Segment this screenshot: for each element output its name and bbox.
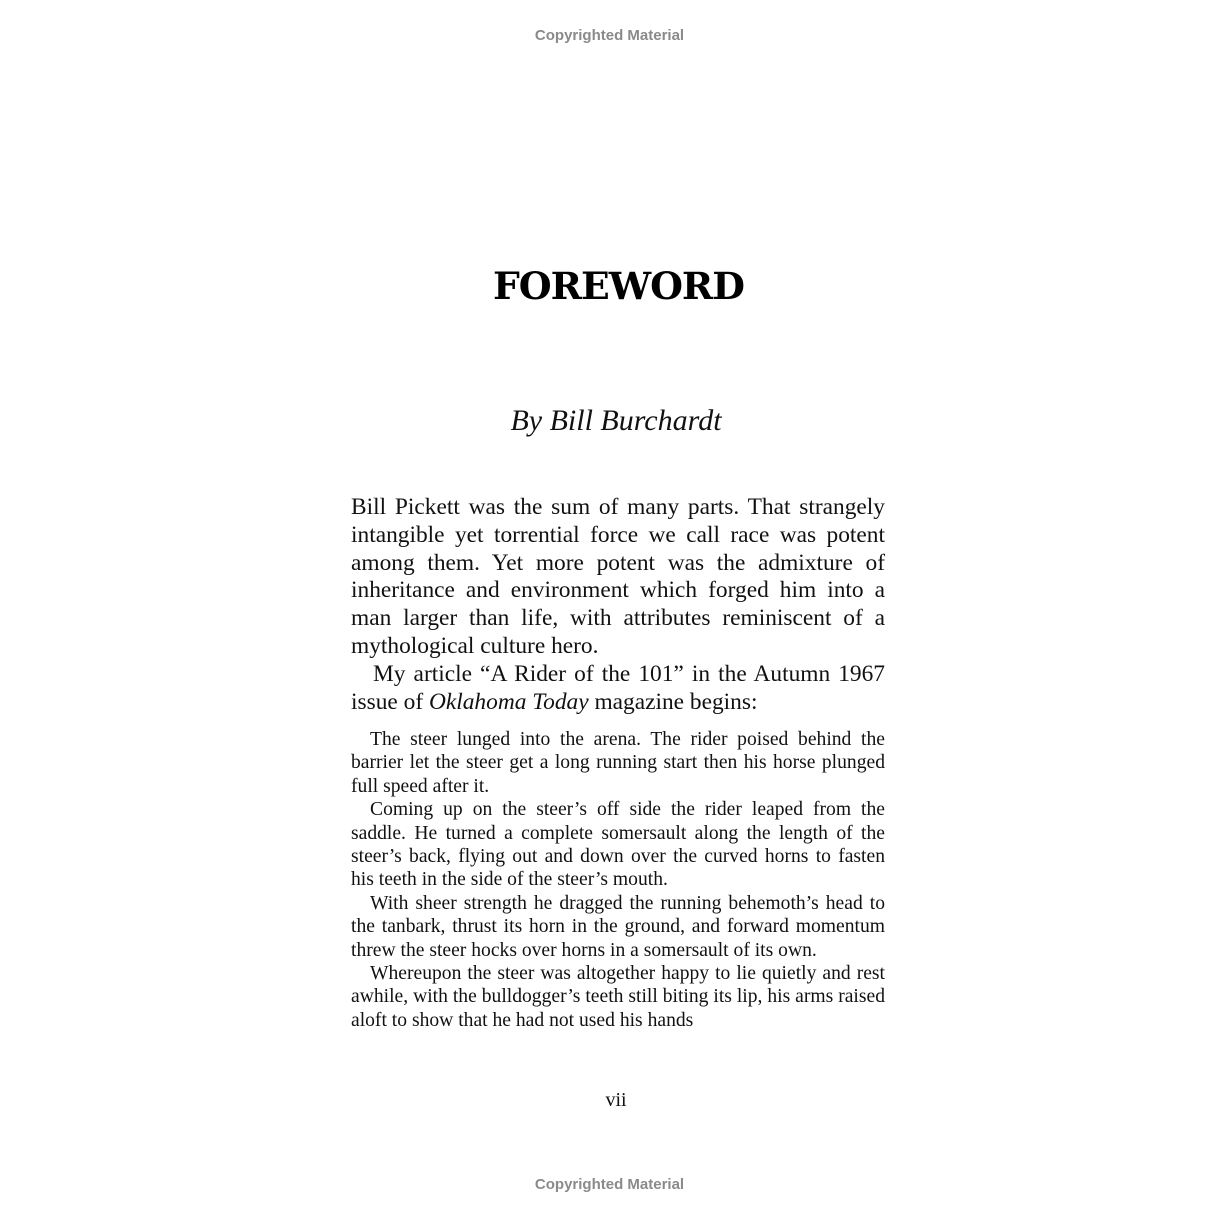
- block-quote: [351, 728, 885, 1032]
- watermark-bottom: Copyrighted Material: [534, 1176, 685, 1193]
- watermark-top: Copyrighted Material: [534, 27, 685, 44]
- intro-text: [351, 494, 885, 716]
- intro-paragraph-2-after: magazine begins:: [588, 688, 758, 715]
- page-number: vii: [605, 1089, 627, 1111]
- chapter-title: FOREWORD: [492, 264, 744, 308]
- chapter-byline: By Bill Burchardt: [510, 404, 722, 437]
- quote-paragraph: Whereupon the steer was altogether happy to lie quietly and rest awhile, with the bulldogger’s teeth still biting its lip, his arms raised aloft to show that he had not used his hands: [351, 963, 885, 1031]
- quote-paragraph: With sheer strength he dragged the running behemoth’s head to the tanbark, thrust its horn in the ground, and forward momentum threw the steer hocks over horns in a somersault of its own.: [351, 892, 885, 961]
- quote-paragraph: Coming up on the steer’s off side the rider leaped from the saddle. He turned a complete somersault along the length of the steer’s back, flying out and down over the curved horns to fasten his teeth in the side of the steer’s mouth.: [351, 799, 885, 891]
- intro-paragraph-2-before: My article “A Rider of the 101” in the Autumn 1967 issue of: [351, 660, 885, 715]
- intro-paragraph-1: Bill Pickett was the sum of many parts. That strangely intangible yet torrential force we call race was potent among them. Yet more potent was the admixture of inheritance and environment which forged him into a man larger than life, with attributes reminiscent of a mythological culture hero.: [351, 494, 885, 659]
- magazine-title: Oklahoma Today: [428, 688, 589, 715]
- intro-paragraph-2: [351, 661, 885, 717]
- quote-paragraph: The steer lunged into the arena. The rider poised behind the barrier let the steer get a long running start then his horse plunged full speed after it.: [351, 729, 885, 797]
